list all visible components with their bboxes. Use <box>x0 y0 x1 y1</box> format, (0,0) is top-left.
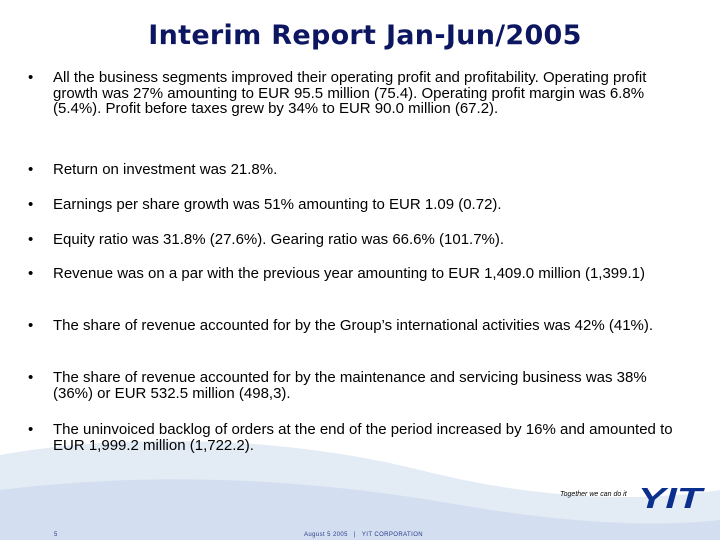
bullet-text: Return on investment was 21.8%. <box>53 161 278 178</box>
bullet-marker: • <box>28 317 34 334</box>
bullet-marker: • <box>28 196 34 213</box>
bullet-marker: • <box>28 265 34 282</box>
bullet-marker: • <box>28 69 34 86</box>
bullet-text: Equity ratio was 31.8% (27.6%). Gearing ratio was 66.6% (101.7%). <box>53 231 505 248</box>
bullet-text: Earnings per share growth was 51% amounting to EUR 1.09 (0.72). <box>53 196 502 213</box>
bullet-text: The uninvoiced backlog of orders at the end of the period increased by 16% and amounted to EUR 1,999.2 million (1,722.2). <box>53 421 673 454</box>
slide-title: Interim Report Jan-Jun/2005 <box>148 20 582 51</box>
footer-meta <box>304 532 423 538</box>
footer-date: August 5 2005 <box>304 532 348 538</box>
footer-company: YIT CORPORATION <box>361 532 423 538</box>
bullet-text: The share of revenue accounted for by the Group’s international activities was 42% (41%). <box>53 317 654 334</box>
bullet-text: All the business segments improved their operating profit and profitability. Operating profit growth was 27% amounting to EUR 95.5 million (75.4). Operating profit margin was 6.8% (5.4%). Profit before taxes grew by 34% to EUR 90.0 million (67.2). <box>53 69 647 117</box>
footer-separator: | <box>353 532 356 538</box>
yit-logo <box>636 482 706 514</box>
footer-tagline: Together we can do it <box>560 491 627 498</box>
bullet-text: Revenue was on a par with the previous year amounting to EUR 1,409.0 million (1,399.1) <box>53 265 645 282</box>
bullet-text: The share of revenue accounted for by the maintenance and servicing business was 38% (36%) or EUR 532.5 million (498,3). <box>53 369 647 402</box>
bullet-marker: • <box>28 231 34 248</box>
yit-logo-text: YIT <box>638 483 706 514</box>
bullet-marker: • <box>28 161 34 178</box>
bullet-marker: • <box>28 369 34 386</box>
page-number: 5 <box>54 532 58 538</box>
bullet-marker: • <box>28 421 34 438</box>
